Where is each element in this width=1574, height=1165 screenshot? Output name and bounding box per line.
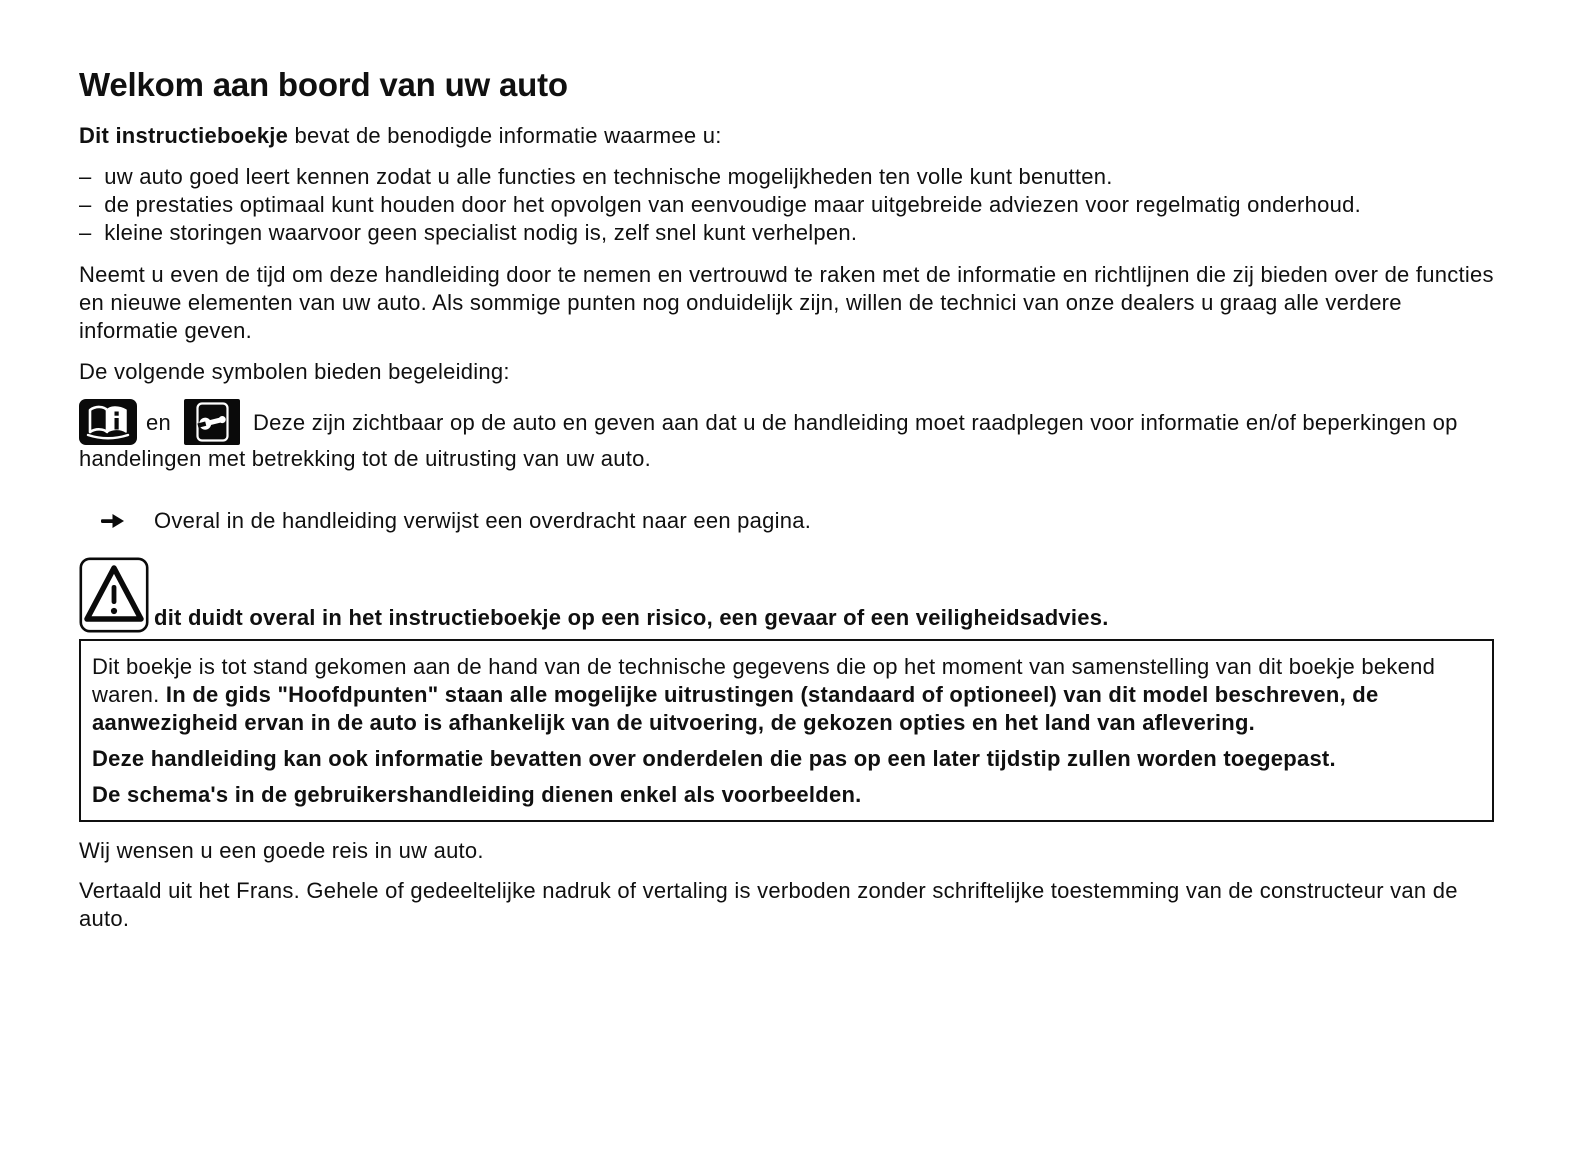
symbols-line — [79, 399, 1494, 473]
arrow-note: Overal in de handleiding verwijst een overdracht naar een pagina. — [154, 508, 812, 533]
bullet-item: – de prestaties optimaal kunt houden door het opvolgen van eenvoudige maar uitgebreide adviezen voor regelmatig onderhoud. — [79, 192, 1361, 217]
info-box-p1-bold: In de gids "Hoofdpunten" staan alle mogelijke uitrustingen (standaard of optioneel) van dit model beschreven, de aanwezigheid ervan in de auto is afhankelijk van de uitvoering, de gekozen opties en het land van aflevering. — [92, 682, 1379, 735]
bullet-list — [79, 163, 1494, 247]
symbols-conj: en — [146, 410, 171, 435]
wrench-service-icon — [184, 399, 240, 445]
warning-note-row — [79, 557, 1494, 633]
open-book-info-icon — [79, 399, 137, 445]
info-box-p3-bold: De schema's in de gebruikershandleiding dienen enkel als voorbeelden. — [92, 782, 862, 807]
intro-rest: bevat de benodigde informatie waarmee u: — [288, 123, 722, 148]
info-box-p2-bold: Deze handleiding kan ook informatie bevatten over onderdelen die pas op een later tijdstip zullen worden toegepast. — [92, 746, 1336, 771]
page-reference-arrow-icon — [100, 512, 125, 530]
warning-note: dit duidt overal in het instructieboekje op een risico, een gevaar of een veiligheidsadvies. — [154, 605, 1109, 630]
manual-intro-paragraph: Neemt u even de tijd om deze handleiding door te nemen en vertrouwd te raken met de informatie en richtlijnen die zij bieden over de functies en nieuwe elementen van uw auto. Als sommige punten nog onduidelijk zijn, willen de technici van onze dealers u graag alle verdere informatie geven. — [79, 262, 1494, 343]
info-box-paragraph — [92, 781, 1481, 809]
legal-note: Vertaald uit het Frans. Gehele of gedeeltelijke nadruk of vertaling is verboden zonder schriftelijke toestemming van de constructeur van de auto. — [79, 878, 1458, 931]
info-box-paragraph — [92, 653, 1481, 737]
bullet-item: – kleine storingen waarvoor geen specialist nodig is, zelf snel kunt verhelpen. — [79, 220, 858, 245]
info-box — [79, 639, 1494, 822]
page-title: Welkom aan boord van uw auto — [79, 66, 568, 103]
info-box-paragraph — [92, 745, 1481, 773]
symbols-lead: De volgende symbolen bieden begeleiding: — [79, 359, 510, 384]
bullet-item: – uw auto goed leert kennen zodat u alle functies en technische mogelijkheden ten volle kunt benutten. — [79, 164, 1113, 189]
intro-bold: Dit instructieboekje — [79, 123, 289, 148]
symbols-text: Deze zijn zichtbaar op de auto en geven aan dat u de handleiding moet raadplegen voor informatie en/of beperkingen op handelingen met betrekking tot de uitrusting van uw auto. — [79, 410, 1458, 471]
warning-triangle-icon — [79, 557, 149, 633]
closing-wish: Wij wensen u een goede reis in uw auto. — [79, 838, 484, 863]
info-box-p1-regular: Dit boekje is tot stand gekomen aan de hand van de technische gegevens die op het moment van samenstelling van dit boekje bekend waren. — [92, 654, 1436, 707]
intro-line — [79, 122, 1494, 150]
arrow-note-row — [79, 507, 1494, 535]
